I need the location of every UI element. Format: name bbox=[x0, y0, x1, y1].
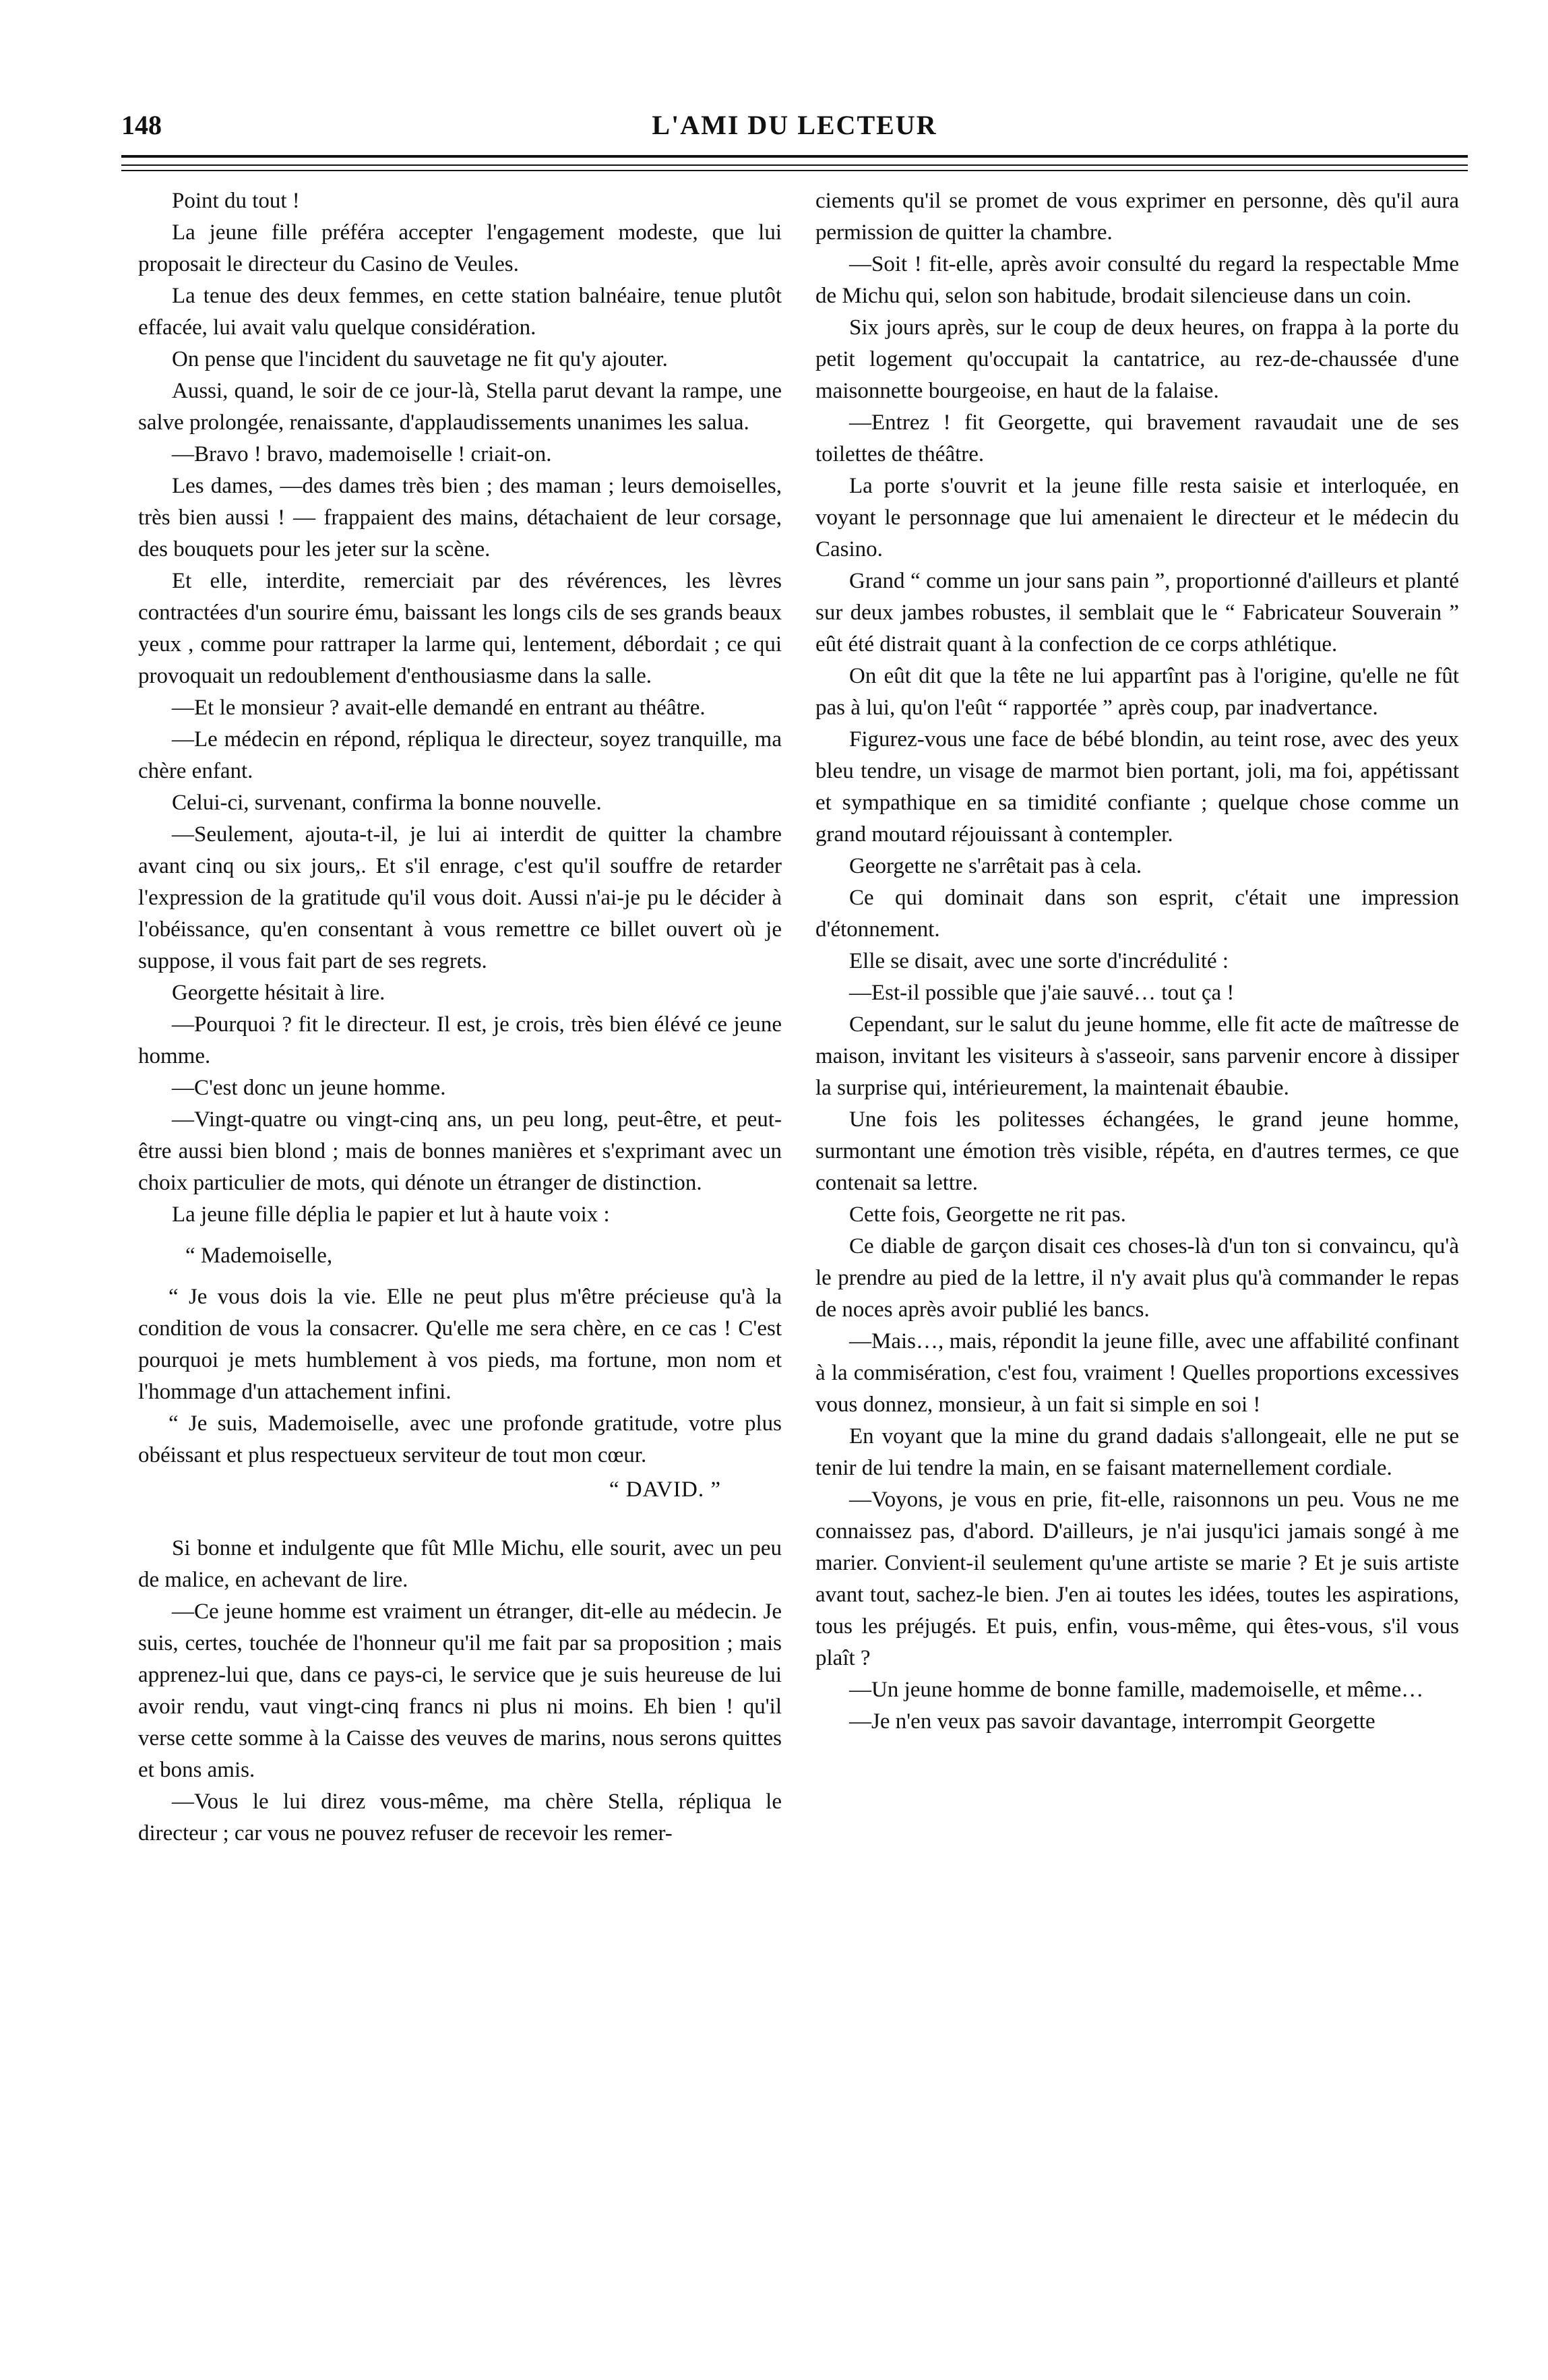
paragraph: —Entrez ! fit Georgette, qui bravement ravaudait une de ses toilettes de théâtre. bbox=[815, 410, 1459, 466]
right-column bbox=[815, 185, 1459, 2329]
paragraph: —Vous le lui direz vous-même, ma chère Stella, répliqua le directeur ; car vous ne pouvez refuser de recevoir les remer- bbox=[138, 1790, 782, 1845]
paragraph: Aussi, quand, le soir de ce jour-là, Stella parut devant la rampe, une salve prolongée, renaissante, d'applaudissements unanimes les salua. bbox=[138, 379, 782, 435]
left-column bbox=[138, 185, 782, 2329]
paragraph: La tenue des deux femmes, en cette station balnéaire, tenue plutôt effacée, lui avait valu quelque considération. bbox=[138, 284, 782, 340]
paragraph: Georgette hésitait à lire. bbox=[172, 981, 385, 1005]
letter-paragraph: “ Je vous dois la vie. Elle ne peut plus m'être précieuse qu'à la condition de vous la consacrer. Qu'elle me sera chère, en ce cas ! C'est pourquoi je mets humblement à vos pieds, ma fortune, mon nom et l'hommage d'un attachement infini. bbox=[138, 1285, 782, 1404]
paragraph: —Vingt-quatre ou vingt-cinq ans, un peu long, peut-être, et peut-être aussi bien blond ; mais de bonnes manières et s'exprimant avec un choix particulier de mots, qui dénote un étranger de distinction. bbox=[138, 1107, 782, 1195]
paragraph: Cependant, sur le salut du jeune homme, elle fit acte de maîtresse de maison, invitant les visiteurs à s'asseoir, sans parvenir encore à dissiper la surprise qui, intérieurement, la maintenait ébaubie. bbox=[815, 1012, 1459, 1100]
letter-paragraph: “ Je suis, Mademoiselle, avec une profonde gratitude, votre plus obéissant et plus respectueux serviteur de tout mon cœur. bbox=[138, 1411, 782, 1467]
paragraph: —Et le monsieur ? avait-elle demandé en entrant au théâtre. bbox=[172, 696, 706, 720]
paragraph: La jeune fille déplia le papier et lut à haute voix : bbox=[172, 1202, 610, 1227]
paragraph: Ce qui dominait dans son esprit, c'était une impression d'étonnement. bbox=[815, 886, 1459, 942]
paragraph: —Pourquoi ? fit le directeur. Il est, je crois, très bien élévé ce jeune homme. bbox=[138, 1012, 782, 1068]
paragraph: Georgette ne s'arrêtait pas à cela. bbox=[849, 854, 1142, 878]
paragraph: Figurez-vous une face de bébé blondin, au teint rose, avec des yeux bleu tendre, un visage de marmot bien portant, joli, ma foi, appétissant et sympathique en sa timidité confiante ; quelque chose comme un grand moutard réjouissant à contempler. bbox=[815, 727, 1459, 847]
paragraph: En voyant que la mine du grand dadais s'allongeait, elle ne put se tenir de lui tendre la main, en se faisant maternellement cordiale. bbox=[815, 1424, 1459, 1480]
paragraph: Et elle, interdite, remerciait par des révérences, les lèvres contractées d'un sourire ému, baissant les longs cils de ses grands beaux yeux , comme pour rattraper la larme qui, lentement, débordait ; ce qui provoquait un redoublement d'enthousiasme dans la salle. bbox=[138, 569, 782, 688]
paragraph: —Est-il possible que j'aie sauvé… tout ça ! bbox=[849, 981, 1235, 1005]
page-number: 148 bbox=[121, 110, 162, 140]
paragraph-continuation: ciements qu'il se promet de vous exprimer en personne, dès qu'il aura permission de quitter la chambre. bbox=[815, 189, 1459, 245]
paragraph: Une fois les politesses échangées, le grand jeune homme, surmontant une émotion très visible, répéta, en d'autres termes, ce que contenait sa lettre. bbox=[815, 1107, 1459, 1195]
letter-salutation: “ Mademoiselle, bbox=[185, 1244, 333, 1268]
running-title: L'AMI DU LECTEUR bbox=[652, 110, 937, 140]
paragraph: Ce diable de garçon disait ces choses-là d'un ton si convaincu, qu'à le prendre au pied de la lettre, il n'y avait plus qu'à commander le repas de noces après avoir publié les bancs. bbox=[815, 1234, 1459, 1322]
paragraph: —Je n'en veux pas savoir davantage, interrompit Georgette bbox=[849, 1709, 1375, 1734]
header-rule-thin bbox=[121, 170, 1468, 171]
paragraph: Elle se disait, avec une sorte d'incrédulité : bbox=[849, 949, 1229, 973]
paragraph: —Ce jeune homme est vraiment un étranger, dit-elle au médecin. Je suis, certes, touchée de l'honneur qu'il me fait par sa proposition ; mais apprenez-lui que, dans ce pays-ci, le service que je suis heureuse de lui avoir rendu, vaut vingt-cinq francs ni plus ni moins. Eh bien ! qu'il verse cette somme à la Caisse des veuves de marins, nous serons quittes et bons amis. bbox=[138, 1599, 782, 1782]
paragraph: On pense que l'incident du sauvetage ne fit qu'y ajouter. bbox=[172, 347, 668, 371]
paragraph: —Voyons, je vous en prie, fit-elle, raisonnons un peu. Vous ne me connaissez pas, d'abord. D'ailleurs, je n'ai jusqu'ici jamais songé à me marier. Convient-il seulement qu'une artiste se marie ? Et je suis artiste avant tout, sachez-le bien. J'en ai toutes les idées, toutes les aspirations, tous les préjugés. Et puis, enfin, vous-même, qui êtes-vous, s'il vous plaît ? bbox=[815, 1488, 1459, 1670]
paragraph: La porte s'ouvrit et la jeune fille resta saisie et interloquée, en voyant le personnage que lui amenaient le directeur et le médecin du Casino. bbox=[815, 474, 1459, 561]
paragraph: Si bonne et indulgente que fût Mlle Michu, elle sourit, avec un peu de malice, en achevant de lire. bbox=[138, 1536, 782, 1592]
header-rule-thin bbox=[121, 164, 1468, 166]
paragraph: La jeune fille préféra accepter l'engagement modeste, que lui proposait le directeur du Casino de Veules. bbox=[138, 220, 782, 276]
paragraph: Grand “ comme un jour sans pain ”, proportionné d'ailleurs et planté sur deux jambes robustes, il semblait que le “ Fabricateur Souverain ” eût été distrait quant à la confection de ce corps athlétique. bbox=[815, 569, 1459, 657]
paragraph: —Bravo ! bravo, mademoiselle ! criait-on. bbox=[172, 442, 552, 466]
paragraph: —Le médecin en répond, répliqua le directeur, soyez tranquille, ma chère enfant. bbox=[138, 727, 782, 783]
header-rule-thick bbox=[121, 155, 1468, 158]
paragraph: —C'est donc un jeune homme. bbox=[172, 1076, 446, 1100]
paragraph: —Un jeune homme de bonne famille, mademoiselle, et même… bbox=[849, 1678, 1424, 1702]
paragraph: Cette fois, Georgette ne rit pas. bbox=[849, 1202, 1126, 1227]
paragraph: Point du tout ! bbox=[172, 189, 300, 213]
paragraph: —Seulement, ajouta-t-il, je lui ai interdit de quitter la chambre avant cinq ou six jours,. Et s'il enrage, c'est qu'il souffre de retarder l'expression de la gratitude qu'il vous doit. Aussi n'ai-je pu le décider à l'obéissance, qu'en consentant à vous remettre ce billet ouvert où je suppose, il vous fait part de ses regrets. bbox=[138, 822, 782, 973]
paragraph: Six jours après, sur le coup de deux heures, on frappa à la porte du petit logement qu'occupait la cantatrice, au rez-de-chaussée d'une maisonnette bourgeoise, en haut de la falaise. bbox=[815, 315, 1459, 403]
paragraph: —Soit ! fit-elle, après avoir consulté du regard la respectable Mme de Michu qui, selon son habitude, brodait silencieuse dans un coin. bbox=[815, 252, 1459, 308]
paragraph: Les dames, —des dames très bien ; des maman ; leurs demoiselles, très bien aussi ! — frappaient des mains, détachaient de leur corsage, des bouquets pour les jeter sur la scène. bbox=[138, 474, 782, 561]
paragraph: —Mais…, mais, répondit la jeune fille, avec une affabilité confinant à la commisération, c'est fou, vraiment ! Quelles proportions excessives vous donnez, monsieur, à un fait si simple en soi ! bbox=[815, 1329, 1459, 1417]
letter-signature: “ DAVID. ” bbox=[609, 1477, 721, 1502]
paragraph: Celui-ci, survenant, confirma la bonne nouvelle. bbox=[172, 791, 602, 815]
page-header bbox=[121, 101, 1468, 148]
paragraph: On eût dit que la tête ne lui appartînt pas à l'origine, qu'elle ne fût pas à lui, qu'on l'eût “ rapportée ” après coup, par inadvertance. bbox=[815, 664, 1459, 720]
